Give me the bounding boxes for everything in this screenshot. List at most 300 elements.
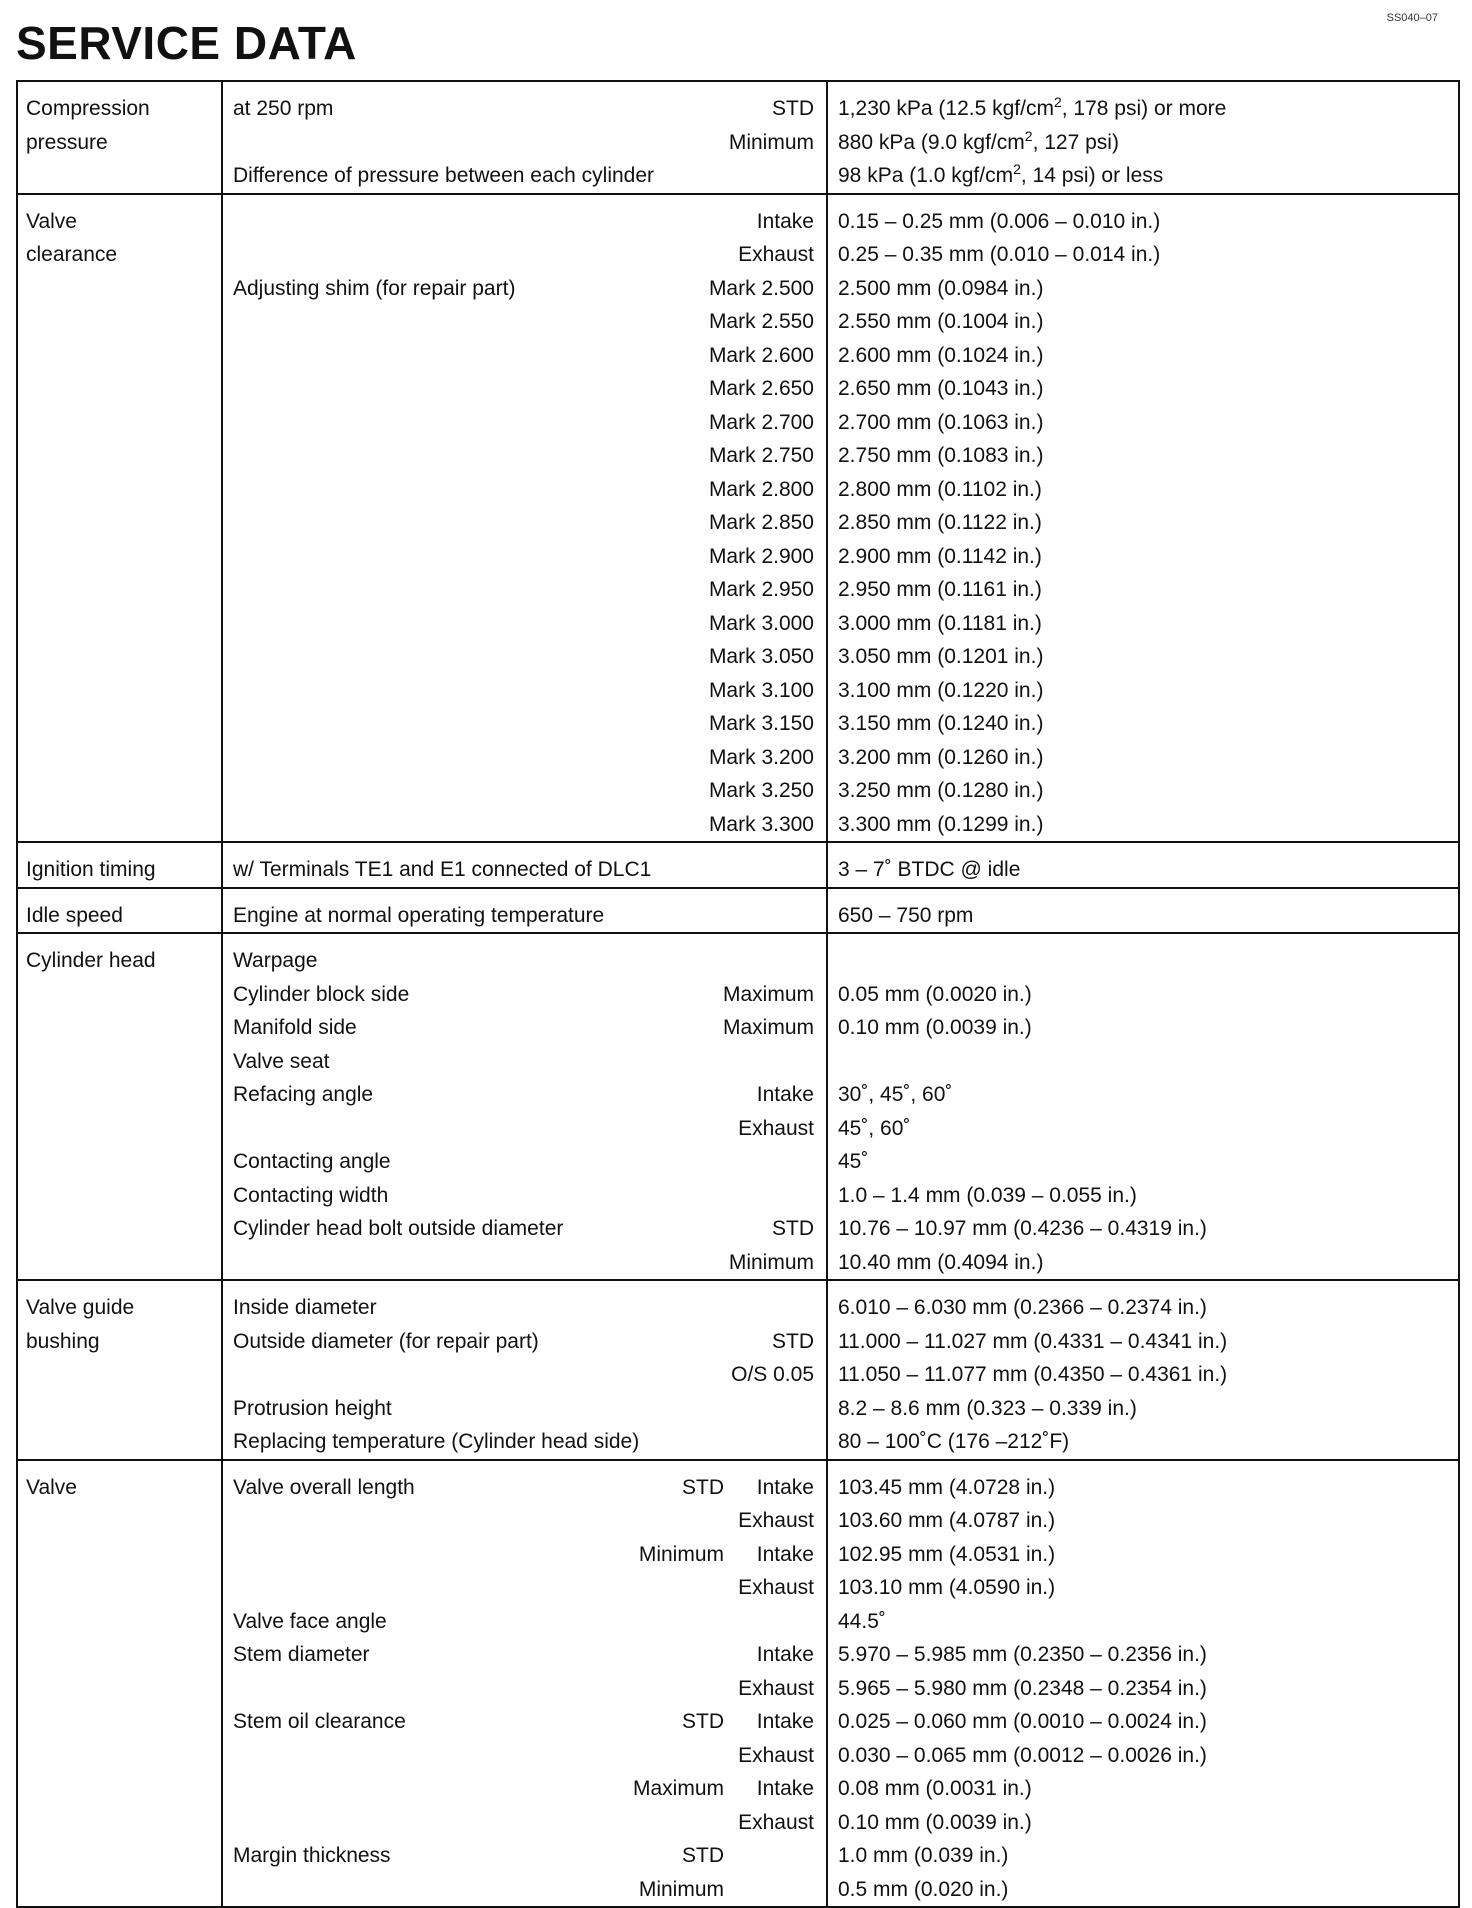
spec-value	[838, 1504, 1458, 1538]
spec-condition: Mark 2.950	[708, 578, 814, 601]
spec-value-text: 2.950 mm (0.1161 in.)	[838, 578, 1042, 601]
spec-row-condition	[233, 899, 814, 933]
spec-row-condition	[233, 1145, 814, 1179]
spec-condition: Mark 3.300	[708, 812, 814, 836]
spec-sub-condition: Exhaust	[738, 1509, 814, 1532]
spec-sub-condition: Intake	[756, 1643, 814, 1666]
spec-value	[838, 741, 1458, 775]
spec-item: Replacing temperature (Cylinder head side)	[233, 1430, 640, 1453]
spec-row-condition	[233, 473, 814, 507]
spec-value	[838, 1471, 1458, 1505]
category-cell	[18, 82, 223, 193]
spec-value-text: 2.850 mm (0.1122 in.)	[838, 511, 1042, 534]
spec-row-condition	[233, 1078, 814, 1112]
spec-row-condition	[233, 1325, 814, 1359]
spec-value-text: 8.2 – 8.6 mm (0.323 – 0.339 in.)	[838, 1396, 1137, 1420]
spec-section	[18, 1279, 1458, 1459]
spec-value-text: 1.0 – 1.4 mm (0.039 – 0.055 in.)	[838, 1183, 1137, 1207]
spec-condition: Exhaust	[738, 243, 814, 266]
spec-value	[838, 808, 1458, 842]
spec-value-text: 2.650 mm (0.1043 in.)	[838, 377, 1044, 400]
spec-row-condition	[233, 674, 814, 708]
spec-item: Manifold side	[233, 1016, 357, 1039]
category-cell	[18, 934, 223, 1279]
spec-condition: Minimum	[638, 1542, 724, 1566]
spec-row-condition	[233, 1291, 814, 1325]
spec-value	[838, 272, 1458, 306]
spec-row-condition	[233, 741, 814, 775]
spec-condition: Mark 2.850	[708, 511, 814, 534]
spec-item	[233, 238, 738, 272]
spec-item	[233, 674, 709, 708]
spec-row-condition	[233, 1873, 814, 1907]
spec-sub-condition	[724, 1839, 814, 1873]
spec-value	[838, 640, 1458, 674]
spec-condition: Maximum	[722, 982, 814, 1006]
spec-condition: Mark 2.650	[708, 377, 814, 400]
spec-row-condition	[233, 238, 814, 272]
spec-value-text: 3.200 mm (0.1260 in.)	[838, 745, 1044, 769]
spec-item: Outside diameter (for repair part)	[233, 1329, 539, 1353]
spec-value-text: 2.800 mm (0.1102 in.)	[838, 477, 1042, 501]
spec-condition: Minimum	[728, 1250, 814, 1274]
spec-value-text: 2.500 mm (0.0984 in.)	[838, 276, 1044, 300]
spec-value-text: 102.95 mm (4.0531 in.)	[838, 1542, 1056, 1566]
spec-row-condition	[233, 1538, 814, 1572]
spec-item	[233, 1358, 731, 1392]
spec-value-text: 103.10 mm (4.0590 in.)	[838, 1576, 1056, 1599]
value-cell	[828, 1461, 1458, 1907]
spec-value	[838, 1358, 1458, 1392]
spec-sub-condition	[724, 1605, 814, 1639]
spec-condition: Mark 3.250	[708, 779, 814, 802]
spec-row-condition	[233, 540, 814, 574]
category-cell	[18, 889, 223, 933]
spec-row-condition	[233, 1358, 814, 1392]
spec-row-condition	[233, 853, 814, 887]
spec-condition: Mark 3.100	[708, 678, 814, 702]
spec-value-tail: , 127 psi)	[1032, 130, 1119, 154]
spec-item	[233, 473, 709, 507]
spec-row-condition	[233, 506, 814, 540]
spec-condition: Mark 2.600	[708, 343, 814, 367]
spec-row-condition	[233, 1638, 814, 1672]
spec-row-condition	[233, 1011, 814, 1045]
category-cell	[18, 195, 223, 842]
spec-condition: STD	[772, 97, 814, 120]
spec-section	[18, 1459, 1458, 1907]
spec-item: Stem diameter	[233, 1643, 370, 1666]
spec-value	[838, 1392, 1458, 1426]
spec-value	[838, 1246, 1458, 1280]
spec-sub-condition: Exhaust	[738, 1810, 814, 1834]
spec-item	[233, 640, 709, 674]
spec-row-condition	[233, 1739, 814, 1773]
spec-item	[233, 406, 709, 440]
spec-value	[838, 1212, 1458, 1246]
spec-value-text: 0.10 mm (0.0039 in.)	[838, 1810, 1032, 1834]
spec-item	[233, 339, 709, 373]
value-cell	[828, 195, 1458, 842]
spec-row-condition	[233, 1806, 814, 1840]
spec-row-condition	[233, 1504, 814, 1538]
spec-value-tail: , 178 psi) or more	[1061, 97, 1227, 120]
spec-value	[838, 774, 1458, 808]
spec-value-text: 10.40 mm (0.4094 in.)	[838, 1250, 1044, 1274]
spec-row-condition	[233, 1045, 814, 1079]
spec-value	[838, 1425, 1458, 1459]
spec-sub-condition: Exhaust	[738, 1676, 814, 1700]
spec-condition: Mark 2.700	[708, 410, 814, 434]
spec-item	[233, 1772, 633, 1806]
spec-item	[233, 540, 709, 574]
spec-value	[838, 573, 1458, 607]
spec-row-condition	[233, 92, 814, 126]
service-data-table	[16, 80, 1460, 1908]
spec-item: Valve overall length	[233, 1475, 415, 1499]
spec-value-text: 3 – 7˚ BTDC @ idle	[838, 858, 1021, 881]
spec-sub-condition: Intake	[756, 1777, 814, 1800]
spec-value	[838, 1806, 1458, 1840]
spec-value-text: 0.5 mm (0.020 in.)	[838, 1877, 1009, 1901]
spec-row-condition	[233, 1772, 814, 1806]
spec-value-text: 0.05 mm (0.0020 in.)	[838, 982, 1032, 1006]
spec-row-condition	[233, 808, 814, 842]
spec-item	[233, 774, 709, 808]
document-code: SS040–07	[1386, 12, 1438, 24]
spec-value	[838, 238, 1458, 272]
spec-value	[838, 1772, 1458, 1806]
spec-row-condition	[233, 707, 814, 741]
spec-value	[838, 707, 1458, 741]
spec-condition: STD	[772, 1217, 814, 1240]
spec-value	[838, 205, 1458, 239]
spec-value-text: 45˚, 60˚	[838, 1116, 911, 1140]
spec-value-text: 2.900 mm (0.1142 in.)	[838, 544, 1042, 568]
spec-value	[838, 1839, 1458, 1873]
spec-value	[838, 473, 1458, 507]
spec-value-text: 45˚	[838, 1150, 869, 1173]
spec-row-condition	[233, 1605, 814, 1639]
spec-value-text: 0.15 – 0.25 mm (0.006 – 0.010 in.)	[838, 209, 1161, 233]
spec-item: Warpage	[233, 949, 318, 972]
spec-value-text: 650 – 750 rpm	[838, 903, 974, 927]
spec-value	[838, 1179, 1458, 1213]
spec-value	[838, 1605, 1458, 1639]
spec-row-condition	[233, 1212, 814, 1246]
spec-value-text: 3.100 mm (0.1220 in.)	[838, 678, 1044, 702]
spec-row-condition	[233, 978, 814, 1012]
spec-item: Refacing angle	[233, 1083, 374, 1106]
spec-section	[18, 841, 1458, 887]
spec-item	[233, 1538, 639, 1572]
spec-value	[838, 1045, 1458, 1079]
condition-cell	[223, 82, 828, 193]
spec-row-condition	[233, 339, 814, 373]
spec-sub-condition	[724, 1873, 814, 1907]
spec-value	[838, 406, 1458, 440]
condition-cell	[223, 1281, 828, 1459]
category-label: Idle speed	[26, 903, 123, 927]
spec-value-text: 0.030 – 0.065 mm (0.0012 – 0.0026 in.)	[838, 1743, 1207, 1767]
spec-condition: Mark 2.900	[708, 544, 814, 568]
spec-condition: Mark 2.750	[708, 444, 814, 467]
spec-item	[233, 1873, 639, 1907]
spec-condition: Maximum	[632, 1777, 724, 1800]
spec-sub-condition: Intake	[756, 1710, 814, 1733]
spec-value	[838, 1112, 1458, 1146]
spec-value	[838, 978, 1458, 1012]
spec-value	[838, 944, 1458, 978]
spec-item: Inside diameter	[233, 1296, 377, 1319]
spec-item: Contacting width	[233, 1183, 389, 1207]
spec-row-condition	[233, 573, 814, 607]
spec-row-condition	[233, 944, 814, 978]
spec-value-text: 3.300 mm (0.1299 in.)	[838, 812, 1044, 836]
spec-item: Margin thickness	[233, 1844, 391, 1867]
spec-value-text: 44.5˚	[838, 1609, 886, 1633]
spec-row-condition	[233, 1392, 814, 1426]
spec-condition: Intake	[756, 1083, 814, 1106]
spec-sub-condition: Intake	[756, 1475, 814, 1499]
spec-row-condition	[233, 406, 814, 440]
value-cell	[828, 889, 1458, 933]
value-cell	[828, 843, 1458, 887]
spec-value-text: 1,230 kPa (12.5 kgf/cm	[838, 97, 1054, 120]
spec-item: Stem oil clearance	[233, 1710, 406, 1733]
value-cell	[828, 934, 1458, 1279]
spec-value-text: 0.08 mm (0.0031 in.)	[838, 1777, 1032, 1800]
value-cell	[828, 1281, 1458, 1459]
spec-value	[838, 1672, 1458, 1706]
spec-value-text: 103.60 mm (4.0787 in.)	[838, 1509, 1056, 1532]
spec-value-text: 2.550 mm (0.1004 in.)	[838, 310, 1044, 333]
category-label: Valve guide	[26, 1296, 135, 1319]
spec-section	[18, 193, 1458, 842]
spec-row-condition	[233, 1471, 814, 1505]
spec-item: Cylinder head bolt outside diameter	[233, 1217, 564, 1240]
spec-row-condition	[233, 126, 814, 160]
spec-value	[838, 899, 1458, 933]
category-label: Cylinder head	[26, 949, 156, 972]
category-label: Valve	[26, 1475, 77, 1499]
spec-value	[838, 159, 1458, 193]
spec-value-text: 0.10 mm (0.0039 in.)	[838, 1016, 1032, 1039]
spec-section	[18, 887, 1458, 933]
spec-value-text: 3.250 mm (0.1280 in.)	[838, 779, 1044, 802]
superscript-exponent: 2	[1013, 161, 1021, 177]
spec-row-condition	[233, 1839, 814, 1873]
spec-item	[233, 1672, 724, 1706]
superscript-exponent: 2	[1053, 94, 1062, 110]
spec-row-condition	[233, 1705, 814, 1739]
spec-item: w/ Terminals TE1 and E1 connected of DLC1	[233, 858, 652, 881]
category-label: clearance	[26, 243, 118, 266]
spec-section	[18, 932, 1458, 1279]
spec-value-text: 3.150 mm (0.1240 in.)	[838, 712, 1044, 735]
spec-condition: Mark 2.800	[708, 477, 814, 501]
spec-item	[233, 607, 709, 641]
spec-value-text: 3.050 mm (0.1201 in.)	[838, 645, 1044, 668]
condition-cell	[223, 889, 828, 933]
spec-condition: STD	[772, 1329, 814, 1353]
spec-condition: Mark 3.200	[708, 745, 814, 769]
condition-cell	[223, 934, 828, 1279]
spec-value-text: 6.010 – 6.030 mm (0.2366 – 0.2374 in.)	[838, 1296, 1207, 1319]
page-title: SERVICE DATA	[16, 17, 357, 69]
spec-row-condition	[233, 159, 814, 193]
spec-condition: STD	[682, 1710, 724, 1733]
spec-value-text: 103.45 mm (4.0728 in.)	[838, 1475, 1056, 1499]
spec-condition: Mark 2.500	[708, 276, 814, 300]
spec-section	[18, 82, 1458, 193]
spec-item: at 250 rpm	[233, 97, 334, 120]
spec-row-condition	[233, 439, 814, 473]
spec-value	[838, 607, 1458, 641]
category-label: bushing	[26, 1329, 100, 1353]
spec-value-text: 80 – 100˚C (176 –212˚F)	[838, 1430, 1070, 1453]
condition-cell	[223, 195, 828, 842]
spec-row-condition	[233, 372, 814, 406]
category-label: Valve	[26, 209, 77, 233]
spec-item	[233, 707, 709, 741]
spec-item	[233, 808, 709, 842]
spec-item: Adjusting shim (for repair part)	[233, 276, 516, 300]
condition-cell	[223, 843, 828, 887]
spec-value	[838, 372, 1458, 406]
spec-item	[233, 1806, 724, 1840]
spec-item	[233, 1571, 724, 1605]
spec-value	[838, 1705, 1458, 1739]
spec-value-text: 2.600 mm (0.1024 in.)	[838, 343, 1044, 367]
spec-condition: Minimum	[638, 1877, 724, 1901]
spec-condition: STD	[682, 1475, 724, 1499]
spec-value	[838, 1325, 1458, 1359]
spec-value-text: 98 kPa (1.0 kgf/cm	[838, 164, 1014, 187]
spec-value-text: 30˚, 45˚, 60˚	[838, 1083, 953, 1106]
spec-value	[838, 126, 1458, 160]
spec-value	[838, 1011, 1458, 1045]
spec-condition: Intake	[756, 209, 814, 233]
spec-row-condition	[233, 305, 814, 339]
spec-value	[838, 506, 1458, 540]
spec-row-condition	[233, 1672, 814, 1706]
spec-row-condition	[233, 1246, 814, 1280]
spec-value-text: 10.76 – 10.97 mm (0.4236 – 0.4319 in.)	[838, 1217, 1207, 1240]
spec-sub-condition: Exhaust	[738, 1576, 814, 1599]
spec-sub-condition: Intake	[756, 1542, 814, 1566]
spec-item: Engine at normal operating temperature	[233, 903, 605, 927]
spec-value-text: 1.0 mm (0.039 in.)	[838, 1844, 1009, 1867]
category-cell	[18, 1281, 223, 1459]
spec-value-text: 880 kPa (9.0 kgf/cm	[838, 130, 1025, 154]
spec-value-text: 5.970 – 5.985 mm (0.2350 – 0.2356 in.)	[838, 1643, 1207, 1666]
spec-row-condition	[233, 205, 814, 239]
spec-item	[233, 573, 709, 607]
spec-condition: Mark 3.150	[708, 712, 814, 735]
category-cell	[18, 843, 223, 887]
spec-condition: Mark 2.550	[708, 310, 814, 333]
spec-condition: Exhaust	[738, 1116, 814, 1140]
spec-row-condition	[233, 1179, 814, 1213]
spec-value-text: 2.700 mm (0.1063 in.)	[838, 410, 1044, 434]
spec-item	[233, 741, 709, 775]
spec-item	[233, 305, 709, 339]
spec-value	[838, 305, 1458, 339]
spec-row-condition	[233, 640, 814, 674]
spec-item: Valve face angle	[233, 1609, 387, 1633]
spec-value	[838, 1873, 1458, 1907]
spec-value	[838, 92, 1458, 126]
spec-value-text: 5.965 – 5.980 mm (0.2348 – 0.2354 in.)	[838, 1676, 1207, 1700]
spec-value	[838, 339, 1458, 373]
spec-item	[233, 1246, 729, 1280]
spec-condition: Mark 3.050	[708, 645, 814, 668]
spec-value	[838, 674, 1458, 708]
spec-condition: O/S 0.05	[731, 1363, 814, 1386]
spec-item	[233, 205, 757, 239]
spec-item: Cylinder block side	[233, 982, 410, 1006]
spec-item: Protrusion height	[233, 1396, 392, 1420]
spec-item	[233, 1112, 738, 1146]
spec-value-text: 0.25 – 0.35 mm (0.010 – 0.014 in.)	[838, 243, 1161, 266]
spec-item	[233, 439, 709, 473]
spec-value-text: 2.750 mm (0.1083 in.)	[838, 444, 1044, 467]
spec-item: Valve seat	[233, 1049, 330, 1073]
value-cell	[828, 82, 1458, 193]
spec-row-condition	[233, 607, 814, 641]
spec-value	[838, 1638, 1458, 1672]
spec-item	[233, 506, 709, 540]
spec-item	[233, 372, 709, 406]
spec-item	[233, 1739, 724, 1773]
spec-item: Contacting angle	[233, 1150, 391, 1173]
spec-condition: Mark 3.000	[708, 611, 814, 635]
spec-row-condition	[233, 1112, 814, 1146]
spec-sub-condition: Exhaust	[738, 1743, 814, 1767]
spec-value	[838, 1291, 1458, 1325]
spec-value-text: 11.050 – 11.077 mm (0.4350 – 0.4361 in.)	[838, 1363, 1228, 1386]
spec-item	[233, 126, 729, 160]
category-cell	[18, 1461, 223, 1907]
spec-row-condition	[233, 774, 814, 808]
spec-condition: Minimum	[728, 130, 814, 154]
spec-value	[838, 439, 1458, 473]
spec-value	[838, 1739, 1458, 1773]
spec-value	[838, 853, 1458, 887]
superscript-exponent: 2	[1024, 127, 1033, 144]
category-label: Ignition timing	[26, 858, 156, 881]
spec-row-condition	[233, 272, 814, 306]
spec-value	[838, 1078, 1458, 1112]
spec-value-text: 3.000 mm (0.1181 in.)	[838, 611, 1042, 635]
spec-item: Difference of pressure between each cylinder	[233, 164, 655, 187]
spec-value	[838, 1571, 1458, 1605]
spec-row-condition	[233, 1571, 814, 1605]
spec-value-tail: , 14 psi) or less	[1020, 164, 1164, 187]
spec-value	[838, 1145, 1458, 1179]
spec-condition: Maximum	[722, 1016, 814, 1039]
spec-condition: STD	[682, 1844, 724, 1867]
spec-value	[838, 540, 1458, 574]
spec-value-text: 0.025 – 0.060 mm (0.0010 – 0.0024 in.)	[838, 1710, 1207, 1733]
spec-row-condition	[233, 1425, 814, 1459]
condition-cell	[223, 1461, 828, 1907]
category-label: Compression	[26, 97, 150, 120]
category-label: pressure	[26, 130, 108, 154]
spec-item	[233, 1504, 724, 1538]
spec-value	[838, 1538, 1458, 1572]
